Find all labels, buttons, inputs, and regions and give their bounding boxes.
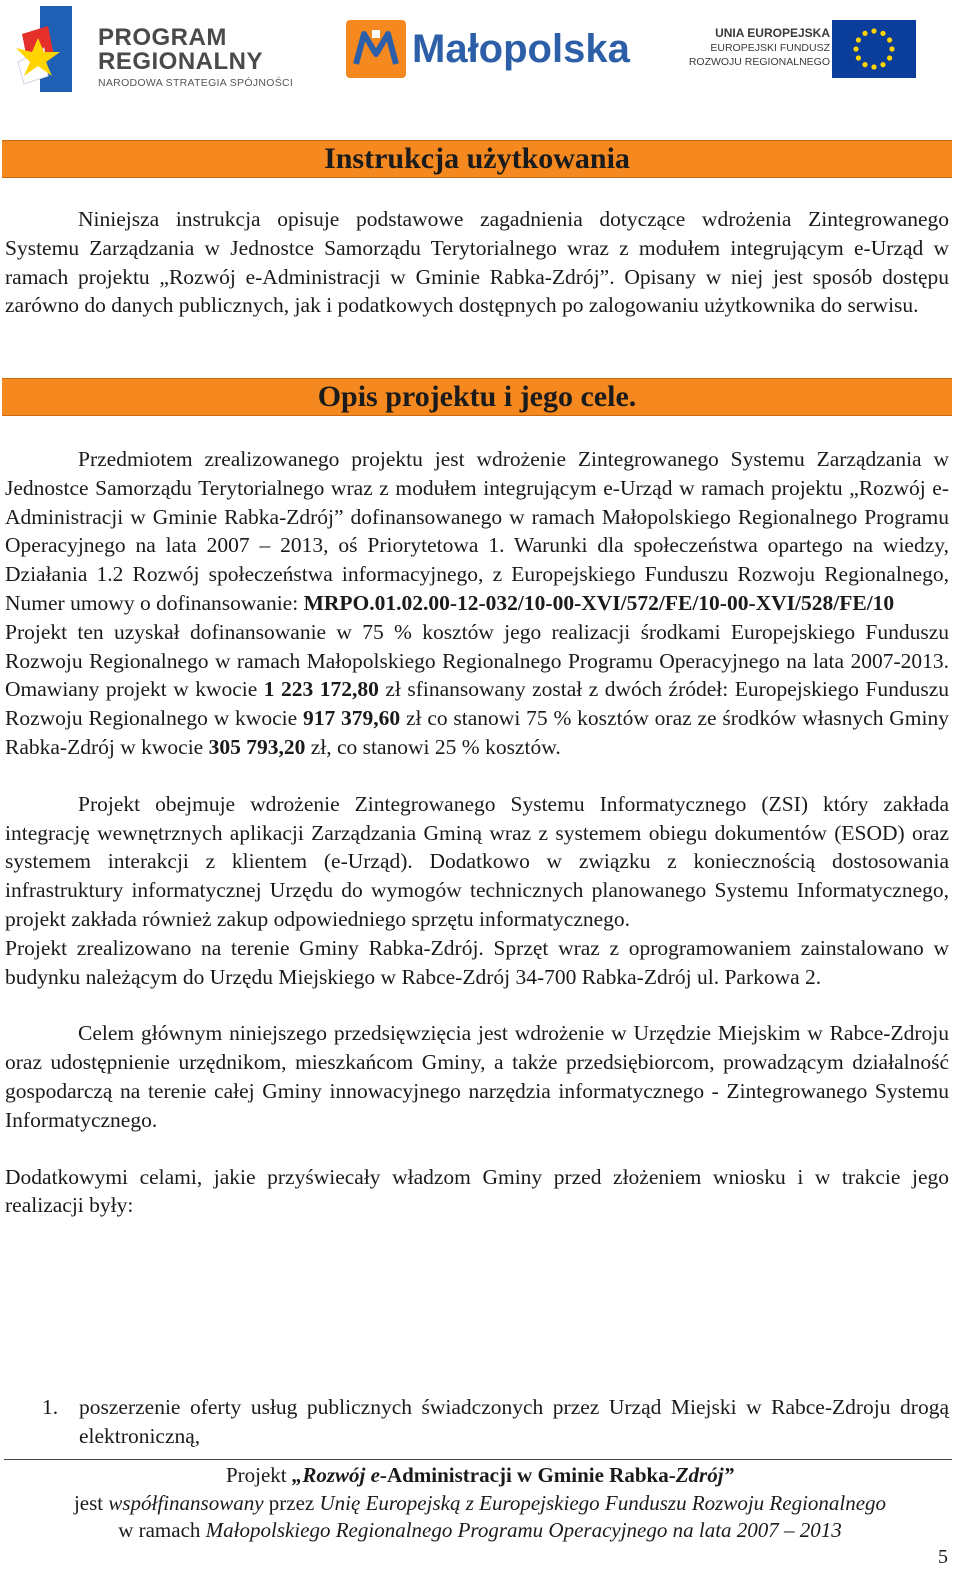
funding-paragraph — [5, 618, 949, 762]
eu-logo-line3: ROZWOJU REGIONALNEGO — [688, 56, 830, 68]
amount-own: 305 793,20 — [208, 734, 306, 759]
list-item-text: poszerzenie oferty usług publicznych świadczonych przez Urząd Miejski w Rabce-Zdroju drogą elektroniczną, — [79, 1395, 949, 1448]
page-header — [0, 0, 960, 100]
funding-text-b: zł sfinansowany został z dwóch źródeł: Europejskiego Funduszu Rozwoju Regionalnego w kwocie — [5, 677, 949, 731]
goals-list — [5, 1393, 949, 1451]
footer-line-2 — [0, 1490, 960, 1518]
location-paragraph: Projekt zrealizowano na terenie Gminy Rabka-Zdrój. Sprzęt wraz z oprogramowaniem zainstalowano w budynku należącym do Urzędu Miejskiego w Rabce-Zdrój 34-700 Rabka-Zdrój ul. Parkowa 2. — [5, 935, 949, 989]
footer-text: Projekt — [225, 1463, 292, 1487]
malopolska-emblem-icon — [346, 20, 406, 78]
footer-text: w ramach — [118, 1518, 206, 1542]
amount-efrr: 917 379,60 — [302, 706, 401, 731]
additional-goals-paragraph: Dodatkowymi celami, jakie przyświecały władzom Gminy przed złożeniem wniosku i w trakcie jego realizacji były: — [5, 1164, 949, 1218]
eu-flag-icon — [832, 20, 916, 78]
program-regionalny-emblem-icon — [14, 4, 88, 96]
section-title-bar: Opis projektu i jego cele. — [2, 378, 952, 416]
program-logo-line3: NARODOWA STRATEGIA SPÓJNOŚCI — [98, 77, 294, 89]
project-paragraph-1-text: Przedmiotem zrealizowanego projektu jest wdrożenie Zintegrowanego Systemu Zarządzania w Jednostce Samorządu Terytorialnego wraz z modułem integrującym e-Urząd w ramach projektu „Rozwój e-Administracji w Gminie Rabka-Zdrój” dofinansowanego w ramach Małopolskiego Regionalnego Programu Operacyjnego na lata 2007 – 2013, oś Priorytetowa 1. Warunki dla społeczeństwa opartego na wiedzy, Działania 1.2 Rozwój społeczeństwa informacyjnego, z Europejskiego Funduszu Rozwoju Regionalnego, Numer umowy o dofinansowanie: — [5, 447, 949, 615]
funding-text-d: zł, co stanowi 25 % kosztów. — [305, 734, 561, 759]
footer-text: „Rozwój e- — [291, 1463, 387, 1487]
contract-number: MRPO.01.02.00-12-032/10-00-XVI/572/FE/10-00-XVI/528/FE/10 — [303, 590, 895, 615]
malopolska-wordmark: Małopolska — [412, 27, 630, 71]
program-logo-line2: REGIONALNY — [98, 48, 264, 75]
eu-logo-line2: EUROPEJSKI FUNDUSZ — [710, 42, 830, 54]
document-title-bar: Instrukcja użytkowania — [2, 140, 952, 178]
footer-line-3 — [0, 1517, 960, 1545]
program-regionalny-logo — [14, 4, 314, 96]
intro-paragraph: Niniejsza instrukcja opisuje podstawowe zagadnienia dotyczące wdrożenia Zintegrowanego Systemu Zarządzania w Jednostce Samorządu Terytorialnego wraz z modułem integrującym e-Urząd w ramach projektu „Rozwój e-Administracji w Gminie Rabka-Zdrój”. Opisany w niej jest sposób dostępu zarówno do danych publicznych, jak i podatkowych dostępnych po zalogowaniu użytkownika do serwisu. — [5, 207, 949, 318]
main-goal-paragraph: Celem głównym niniejszego przedsięwzięcia jest wdrożenie w Urzędzie Miejskim w Rabce-Zdroju oraz udostępnienie urzędnikom, mieszkańcom Gminy, a także przedsiębiorcom, prowadzącym działalność gospodarczą na terenie całej Gminy innowacyjnego narzędzia informatycznego - Zintegrowanego Systemu Informatycznego. — [5, 1021, 949, 1132]
amount-total: 1 223 172,80 — [263, 677, 379, 702]
footer-text: Zdrój” — [675, 1463, 735, 1487]
footer-text: Unię Europejską z Europejskiego Funduszu Rozwoju Regionalnego — [319, 1490, 887, 1515]
list-item — [5, 1393, 949, 1451]
page-footer — [0, 1462, 960, 1545]
footer-text: przez — [263, 1490, 320, 1515]
footer-line-1 — [0, 1462, 960, 1490]
project-paragraph-1 — [5, 445, 949, 618]
footer-text: współfinansowany — [108, 1490, 264, 1515]
footer-text: jest — [73, 1490, 109, 1515]
eu-logo — [676, 18, 926, 82]
footer-text: Administracji w Gminie Rabka- — [386, 1463, 676, 1487]
list-item-number: 1. — [42, 1395, 59, 1419]
funding-text-a: Projekt ten uzyskał dofinansowanie w 75 % kosztów jego realizacji środkami Europejskiego Funduszu Rozwoju Regionalnego w ramach Małopolskiego Regionalnego Programu Operacyjnego na lata 2007-2013. Omawiany projekt w kwocie — [5, 619, 949, 702]
funding-text-c: zł co stanowi 75 % kosztów oraz ze środków własnych Gminy Rabka-Zdrój w kwocie — [5, 706, 950, 759]
intro-section — [5, 205, 949, 320]
program-logo-line1: PROGRAM — [98, 24, 227, 51]
malopolska-logo — [346, 20, 646, 80]
footer-divider — [4, 1459, 952, 1460]
scope-paragraph: Projekt obejmuje wdrożenie Zintegrowanego Systemu Informatycznego (ZSI) który zakłada integrację wewnętrznych aplikacji Zarządzania Gminą wraz z systemem obiegu dokumentów (ESOD) oraz systemem interakcji z klientem (e-Urząd). Dodatkowo w związku z koniecznością dostosowania infrastruktury informatycznej Urzędu do wymogów technicznych planowanego Systemu Informatycznego, projekt zakłada również zakup odpowiedniego sprzętu informatycznego. — [5, 791, 949, 931]
page-number: 5 — [938, 1546, 948, 1568]
eu-logo-line1: UNIA EUROPEJSKA — [715, 26, 830, 40]
project-description — [5, 445, 949, 1220]
footer-text: Małopolskiego Regionalnego Programu Operacyjnego na lata 2007 – 2013 — [205, 1518, 842, 1542]
